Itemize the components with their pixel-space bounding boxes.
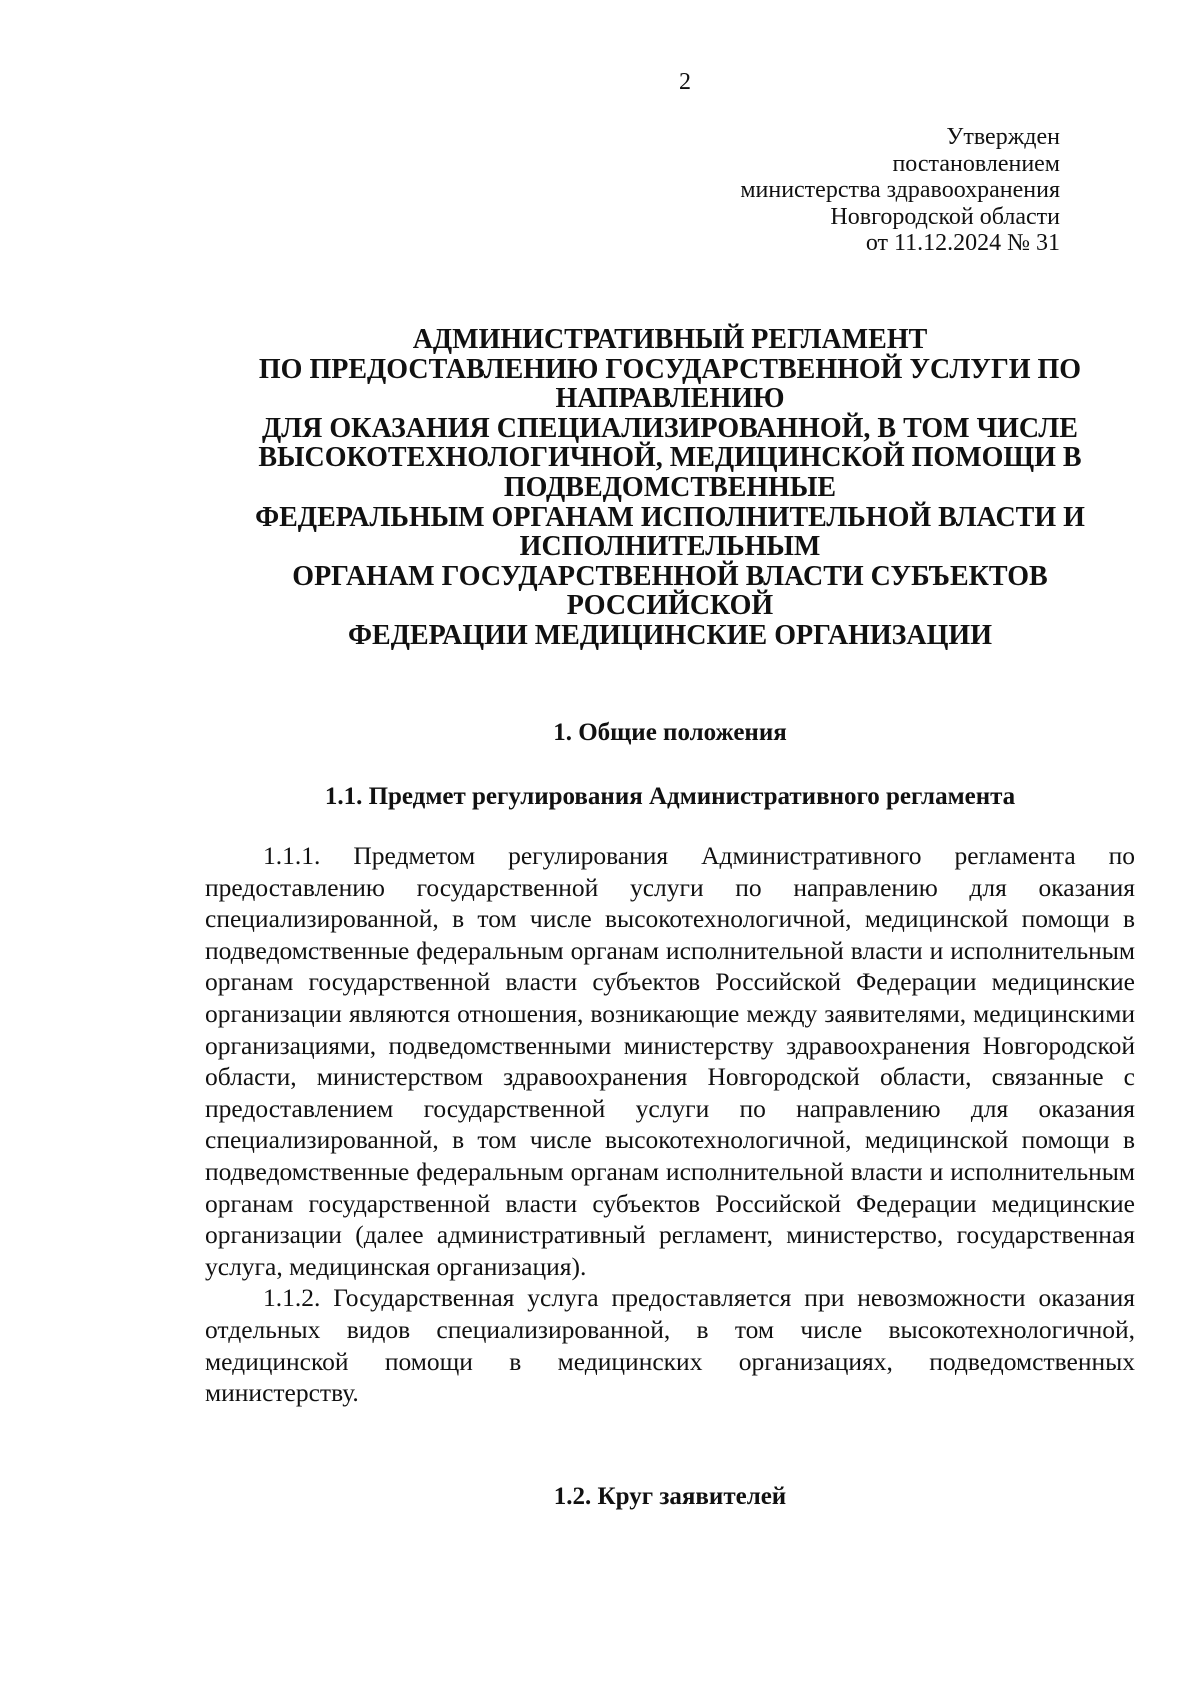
approval-line: от 11.12.2024 № 31 (865, 230, 1060, 256)
subsection-heading: 1.1. Предмет регулирования Административного регламента (324, 783, 1016, 810)
paragraph: 1.1.2. Государственная услуга предоставляется при невозможности оказания отдельных видов специализированной, в том числе высокотехнологичной, медицинской помощи в медицинских организациях, подведомственных министерству. (205, 1283, 1135, 1408)
page-number: 2 (679, 69, 691, 95)
approval-block (740, 124, 1060, 257)
title-line: ПОДВЕДОМСТВЕННЫЕ (503, 471, 837, 503)
approval-line: министерства здравоохранения (740, 177, 1060, 203)
document-title (200, 325, 1140, 651)
subsection-heading: 1.2. Круг заявителей (553, 1483, 787, 1510)
approval-line: постановлением (892, 150, 1060, 177)
title-line: ВЫСОКОТЕХНОЛОГИЧНОЙ, МЕДИЦИНСКОЙ ПОМОЩИ В (258, 442, 1082, 474)
title-line: НАПРАВЛЕНИЮ (555, 383, 785, 415)
title-line: ОРГАНАМ ГОСУДАРСТВЕННОЙ ВЛАСТИ СУБЪЕКТОВ (292, 560, 1048, 592)
title-line: ПО ПРЕДОСТАВЛЕНИЮ ГОСУДАРСТВЕННОЙ УСЛУГИ ПО (258, 353, 1082, 385)
body-text (205, 840, 1135, 1409)
title-line: ИСПОЛНИТЕЛЬНЫМ (519, 531, 821, 563)
approval-line: Утвержден (946, 124, 1060, 150)
title-line: ДЛЯ ОКАЗАНИЯ СПЕЦИАЛИЗИРОВАННОЙ, В ТОМ ЧИСЛЕ (262, 412, 1078, 444)
title-line: ФЕДЕРАЦИИ МЕДИЦИНСКИЕ ОРГАНИЗАЦИИ (348, 619, 992, 651)
approval-line: Новгородской области (830, 203, 1060, 230)
paragraph: 1.1.1. Предметом регулирования Административного регламента по предоставлению государственной услуги по направлению для оказания специализированной, в том числе высокотехнологичной, медицинской помощи в подведомственные федеральным органам исполнительной власти и исполнительным органам государственной власти субъектов Российской Федерации медицинские организации являются отношения, возникающие между заявителями, медицинскими организациями, подведомственными министерству здравоохранения Новгородской области, министерством здравоохранения Новгородской области, связанные с предоставлением государственной услуги по направлению для оказания специализированной, в том числе высокотехнологичной, медицинской помощи в подведомственные федеральным органам исполнительной власти и исполнительным органам государственной власти субъектов Российской Федерации медицинские организации (далее административный регламент, министерство, государственная услуга, медицинская организация). (205, 841, 1135, 1281)
title-line: АДМИНИСТРАТИВНЫЙ РЕГЛАМЕНТ (412, 324, 928, 355)
title-line: РОССИЙСКОЙ (566, 590, 774, 622)
section-heading: 1. Общие положения (553, 719, 787, 746)
title-line: ФЕДЕРАЛЬНЫМ ОРГАНАМ ИСПОЛНИТЕЛЬНОЙ ВЛАСТИ И (255, 501, 1085, 533)
